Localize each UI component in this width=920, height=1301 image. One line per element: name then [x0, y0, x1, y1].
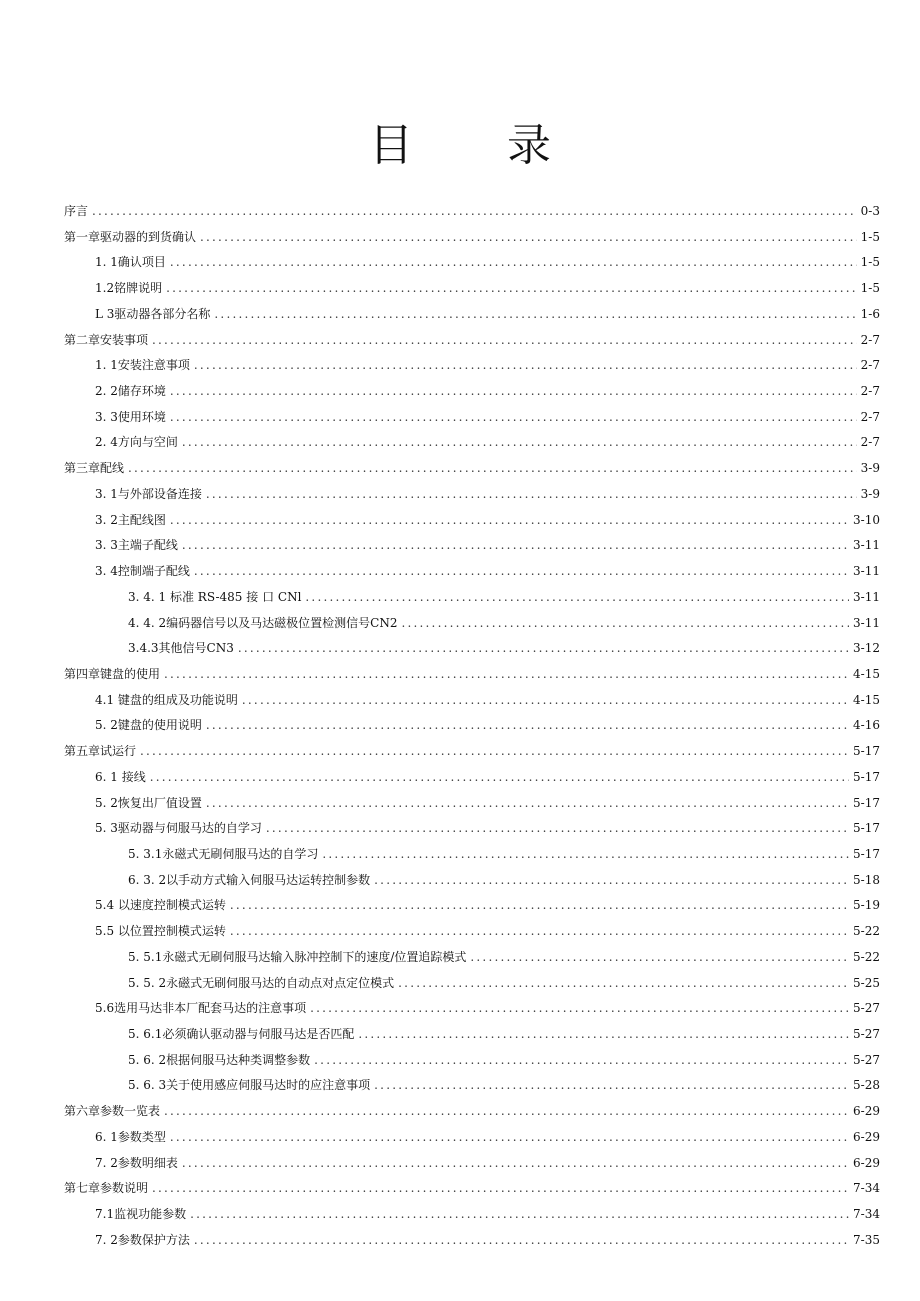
toc-entry-label: 4. 4. 2编码器信号以及马达磁极位置检测信号CN2: [128, 615, 398, 630]
toc-dot-leader: [182, 1156, 849, 1170]
toc-dot-leader: [322, 847, 849, 861]
toc-entry-page-number: 1-5: [860, 255, 880, 270]
toc-entry[interactable]: [64, 1205, 880, 1231]
toc-dot-leader: [310, 1001, 849, 1015]
toc-dot-leader: [170, 1130, 849, 1144]
toc-dot-leader: [170, 384, 857, 398]
toc-entry[interactable]: [64, 768, 880, 794]
toc-entry[interactable]: [64, 1076, 880, 1102]
toc-dot-leader: [206, 487, 857, 501]
toc-entry-page-number: 7-34: [853, 1181, 880, 1196]
toc-entry-page-number: 6-29: [853, 1104, 880, 1119]
toc-entry-page-number: 3-11: [853, 615, 880, 630]
toc-entry[interactable]: [64, 948, 880, 974]
toc-dot-leader: [140, 744, 849, 758]
toc-entry-page-number: 3-12: [853, 641, 880, 656]
toc-entry-label: 2. 4方向与空间: [95, 435, 178, 450]
toc-entry-label: 5. 2恢复出厂值设置: [95, 795, 202, 810]
toc-entry-label: 5.6选用马达非本厂配套马达的注意事项: [95, 1001, 307, 1016]
toc-entry-page-number: 5-22: [853, 949, 880, 964]
toc-entry[interactable]: [64, 305, 880, 331]
toc-entry-page-number: 5-28: [853, 1078, 880, 1093]
toc-dot-leader: [314, 1053, 849, 1067]
toc-entry[interactable]: [64, 382, 880, 408]
toc-entry[interactable]: [64, 896, 880, 922]
toc-dot-leader: [206, 796, 849, 810]
toc-entry[interactable]: [64, 1025, 880, 1051]
toc-dot-leader: [358, 1027, 849, 1041]
toc-entry-label: 5. 5. 2永磁式无刷伺服马达的自动点对点定位模式: [128, 975, 395, 990]
toc-entry-page-number: 2-7: [860, 332, 880, 347]
toc-entry[interactable]: [64, 356, 880, 382]
toc-entry[interactable]: [64, 1128, 880, 1154]
toc-entry[interactable]: [64, 408, 880, 434]
toc-dot-leader: [238, 641, 849, 655]
toc-dot-leader: [190, 1207, 849, 1221]
toc-dot-leader: [214, 307, 856, 321]
toc-entry-label: 5. 3驱动器与伺服马达的自学习: [95, 821, 262, 836]
toc-entry-label: 6. 1参数类型: [95, 1129, 166, 1144]
toc-entry[interactable]: [64, 794, 880, 820]
toc-entry[interactable]: [64, 691, 880, 717]
toc-entry-page-number: 5-27: [853, 1052, 880, 1067]
toc-entry[interactable]: [64, 202, 880, 228]
toc-entry[interactable]: [64, 253, 880, 279]
toc-entry-label: 7. 2参数明细表: [95, 1155, 178, 1170]
toc-entry-page-number: 2-7: [860, 358, 880, 373]
toc-entry-label: 第三章配线: [64, 461, 125, 476]
toc-entry-page-number: 1-5: [860, 281, 880, 296]
toc-entry-label: 7.1监视功能参数: [95, 1207, 187, 1222]
toc-entry[interactable]: [64, 999, 880, 1025]
toc-entry-page-number: 1-5: [860, 229, 880, 244]
toc-entry-page-number: 5-19: [853, 898, 880, 913]
toc-entry-label: 第五章试运行: [64, 744, 137, 759]
toc-entry[interactable]: [64, 614, 880, 640]
toc-entry-page-number: 3-9: [860, 486, 880, 501]
toc-entry-page-number: 2-7: [860, 409, 880, 424]
toc-entry[interactable]: [64, 1179, 880, 1205]
toc-entry-label: 3. 4. 1 标准 RS-485 接 口 CNl: [128, 589, 302, 604]
toc-dot-leader: [152, 333, 857, 347]
toc-entry[interactable]: [64, 331, 880, 357]
toc-entry-page-number: 4-16: [853, 718, 880, 733]
toc-entry-label: 1.2铭牌说明: [95, 281, 163, 296]
toc-entry[interactable]: [64, 459, 880, 485]
toc-entry[interactable]: [64, 588, 880, 614]
toc-entry-label: 6. 1 接线: [95, 769, 146, 784]
toc-entry-page-number: 3-9: [860, 461, 880, 476]
toc-entry-label: 第一章驱动器的到货确认: [64, 229, 197, 244]
toc-entry-page-number: 5-17: [853, 846, 880, 861]
toc-dot-leader: [164, 667, 849, 681]
toc-entry-label: 3. 3使用环境: [95, 409, 166, 424]
toc-dot-leader: [200, 230, 857, 244]
toc-entry[interactable]: [64, 562, 880, 588]
toc-entry[interactable]: [64, 433, 880, 459]
toc-entry[interactable]: [64, 871, 880, 897]
toc-entry-label: L 3驱动器各部分名称: [95, 306, 211, 321]
toc-entry-page-number: 5-17: [853, 821, 880, 836]
toc-entry-page-number: 3-11: [853, 589, 880, 604]
toc-entry-label: 3. 1与外部设备连接: [95, 486, 202, 501]
toc-entry-label: 1. 1安装注意事项: [95, 358, 190, 373]
toc-dot-leader: [398, 976, 849, 990]
toc-entry-page-number: 5-17: [853, 769, 880, 784]
toc-entry-label: 1. 1确认项目: [95, 255, 166, 270]
toc-dot-leader: [194, 358, 857, 372]
toc-entry-label: 2. 2储存环境: [95, 384, 166, 399]
toc-entry[interactable]: [64, 974, 880, 1000]
toc-entry-page-number: 4-15: [853, 692, 880, 707]
toc-entry-label: 序言: [64, 204, 89, 218]
toc-dot-leader: [374, 873, 849, 887]
toc-dot-leader: [150, 770, 849, 784]
toc-entry-page-number: 5-27: [853, 1001, 880, 1016]
toc-dot-leader: [230, 924, 849, 938]
toc-entry-page-number: 5-17: [853, 744, 880, 759]
toc-entry[interactable]: [64, 742, 880, 768]
toc-entry[interactable]: [64, 279, 880, 305]
toc-dot-leader: [242, 693, 849, 707]
toc-entry-page-number: 5-27: [853, 1027, 880, 1041]
toc-entry-page-number: 5-18: [853, 872, 880, 887]
toc-entry-page-number: 3-11: [853, 538, 880, 553]
toc-entry-label: 第六章参数一览表: [64, 1104, 161, 1119]
toc-entry[interactable]: [64, 665, 880, 691]
toc-entry[interactable]: [64, 1051, 880, 1077]
toc-entry-page-number: 7-34: [853, 1207, 880, 1222]
toc-entry[interactable]: [64, 639, 880, 665]
toc-entry-label: 5.4 以速度控制模式运转: [95, 898, 226, 913]
toc-entry-page-number: 5-17: [853, 795, 880, 810]
toc-dot-leader: [182, 538, 849, 552]
toc-dot-leader: [170, 255, 857, 269]
toc-dot-leader: [170, 410, 857, 424]
toc-entry-page-number: 3-10: [853, 512, 880, 527]
toc-entry-label: 5. 6. 3关于使用感应伺服马达时的应注意事项: [128, 1078, 371, 1093]
toc-dot-leader: [206, 718, 849, 732]
toc-dot-leader: [194, 1233, 849, 1247]
toc-entry[interactable]: [64, 1154, 880, 1180]
toc-entry-label: 5. 3.1永磁式无刷伺服马达的自学习: [128, 846, 319, 861]
toc-entry-label: 4.1 键盘的组成及功能说明: [95, 692, 238, 707]
toc-entry-label: 5. 2键盘的使用说明: [95, 718, 202, 733]
toc-dot-leader: [164, 1104, 849, 1118]
toc-entry-page-number: 7-35: [853, 1232, 880, 1247]
toc-dot-leader: [166, 281, 857, 295]
toc-entry-page-number: 3-11: [853, 564, 880, 579]
toc-entry-label: 5. 6.1必须确认驱动器与伺服马达是否匹配: [128, 1027, 355, 1041]
toc-dot-leader: [170, 513, 849, 527]
toc-entry-label: 7. 2参数保护方法: [95, 1232, 190, 1247]
toc-entry[interactable]: [64, 819, 880, 845]
toc-dot-leader: [128, 461, 857, 475]
page-title: 目 录: [369, 120, 591, 171]
toc-dot-leader: [194, 564, 849, 578]
toc-dot-leader: [470, 950, 849, 964]
toc-entry-label: 第四章键盘的使用: [64, 666, 161, 681]
toc-dot-leader: [92, 204, 857, 218]
toc-entry[interactable]: [64, 716, 880, 742]
toc-entry-label: 3.4.3其他信号CN3: [128, 641, 234, 656]
toc-entry[interactable]: [64, 511, 880, 537]
toc-entry-label: 第二章安装事项: [64, 332, 149, 347]
table-of-contents: [64, 202, 880, 1256]
toc-entry-page-number: 2-7: [860, 384, 880, 399]
toc-entry[interactable]: [64, 1231, 880, 1257]
toc-entry-label: 第七章参数说明: [64, 1181, 149, 1196]
toc-entry-page-number: 0-3: [860, 204, 880, 218]
toc-entry-page-number: 2-7: [860, 435, 880, 450]
toc-entry-label: 3. 3主端子配线: [95, 538, 178, 553]
toc-entry-label: 6. 3. 2以手动方式输入伺服马达运转控制参数: [128, 872, 371, 887]
toc-entry[interactable]: [64, 922, 880, 948]
toc-entry[interactable]: [64, 228, 880, 254]
toc-dot-leader: [152, 1181, 849, 1195]
toc-entry[interactable]: [64, 485, 880, 511]
toc-entry-label: 3. 4控制端子配线: [95, 564, 190, 579]
toc-entry-page-number: 6-29: [853, 1155, 880, 1170]
toc-dot-leader: [305, 590, 849, 604]
toc-entry-label: 5.5 以位置控制模式运转: [95, 924, 226, 939]
toc-dot-leader: [182, 435, 857, 449]
toc-dot-leader: [230, 898, 849, 912]
toc-entry-page-number: 5-22: [853, 924, 880, 939]
toc-dot-leader: [401, 616, 849, 630]
toc-entry[interactable]: [64, 536, 880, 562]
toc-entry-label: 5. 6. 2根据伺服马达种类调整参数: [128, 1052, 311, 1067]
toc-entry-page-number: 4-15: [853, 666, 880, 681]
toc-entry-page-number: 5-25: [853, 975, 880, 990]
toc-entry-label: 3. 2主配线图: [95, 512, 166, 527]
toc-dot-leader: [266, 821, 849, 835]
toc-entry[interactable]: [64, 1102, 880, 1128]
toc-entry-page-number: 1-6: [860, 306, 880, 321]
toc-entry-label: 5. 5.1永磁式无刷伺服马达输入脉冲控制下的速度/位置追踪模式: [128, 949, 467, 964]
toc-dot-leader: [374, 1078, 849, 1092]
toc-entry[interactable]: [64, 845, 880, 871]
toc-entry-page-number: 6-29: [853, 1129, 880, 1144]
